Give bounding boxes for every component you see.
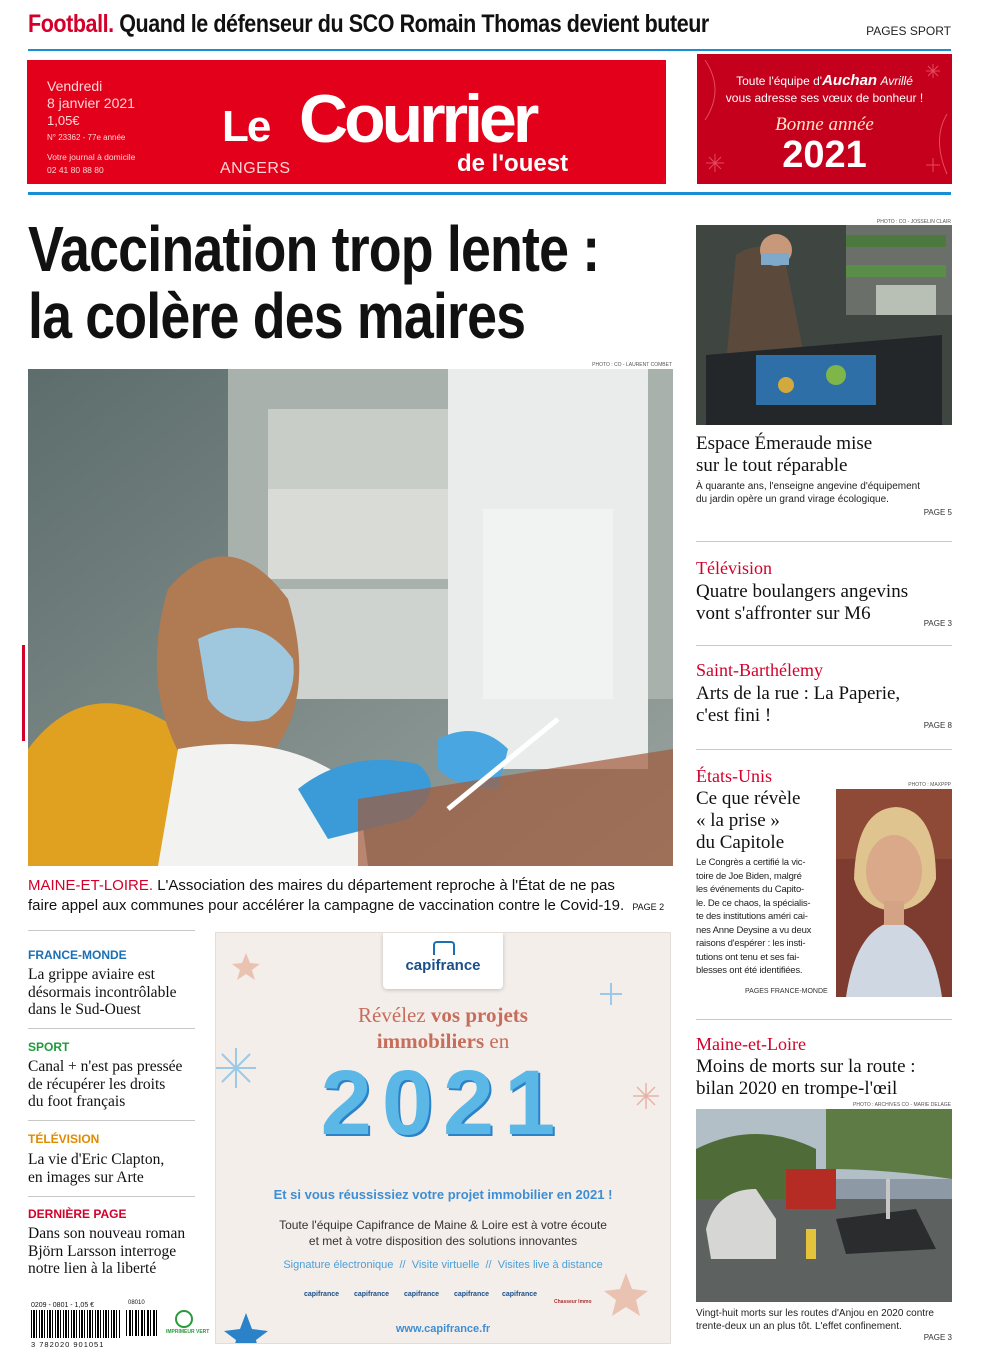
barthelemy-headline[interactable] <box>696 683 900 727</box>
brief-line: dans le Sud-Ouest <box>28 1001 141 1018</box>
route-accident-photo <box>696 1109 952 1302</box>
capifrance-logo-box <box>383 933 503 989</box>
brief-line: du foot français <box>28 1093 126 1110</box>
route-caption-line1: Vingt-huit morts sur les routes d'Anjou en 2020 contre <box>696 1308 934 1319</box>
barcode-code: 0209 - 0801 - 1,05 € <box>31 1302 95 1309</box>
usa-photo-credit: PHOTO : MAXPPP <box>908 782 951 788</box>
agency-logo-chasseur: Chasseur Immo <box>554 1299 592 1305</box>
auchan-ad[interactable] <box>697 54 952 184</box>
masthead-issue: N° 23362 - 77e année <box>47 133 126 142</box>
capifrance-cta: Et si vous réussissiez votre projet immobilier en 2021 ! <box>273 1187 613 1202</box>
logo-ouest: de l'ouest <box>457 150 569 177</box>
capifrance-line2-em: immobiliers <box>376 1029 485 1053</box>
top-rule <box>28 49 951 51</box>
main-lead-page: PAGE 2 <box>632 902 665 912</box>
brief-line: Dans son nouveau roman <box>28 1225 186 1242</box>
usa-body-line: nes Anne Deysine a vu deux <box>696 924 812 936</box>
barcode-digits: 3 782020 901051 <box>31 1340 105 1349</box>
brief-section-television: TÉLÉVISION <box>28 1132 100 1146</box>
usa-body-line: tutions ont tenu et ses fai- <box>696 951 800 963</box>
brief-line: de récupérer les droits <box>28 1075 166 1093</box>
brief-section-france-monde: FRANCE-MONDE <box>28 948 127 962</box>
brief-line: notre lien à la liberté <box>28 1260 157 1277</box>
route-headline-line1: Moins de morts sur la route : <box>696 1056 916 1077</box>
brief-line: en images sur Arte <box>28 1168 144 1186</box>
masthead-price: 1,05€ <box>47 113 80 128</box>
main-lead-line2 <box>28 896 678 917</box>
brief-section-sport: SPORT <box>28 1040 70 1054</box>
capifrance-line1-pre: Révélez <box>358 1003 431 1027</box>
usa-body <box>696 856 834 978</box>
emeraude-headline[interactable] <box>696 433 872 477</box>
agency-logo: capifrance <box>454 1291 490 1298</box>
emeraude-body <box>696 480 920 506</box>
brief-television[interactable] <box>28 1151 164 1186</box>
main-headline-line1: Vaccination trop lente : <box>28 213 600 285</box>
barcode-addon-digits: 08010 <box>128 1300 145 1306</box>
agency-logo: capifrance <box>502 1291 538 1298</box>
brief-line: La grippe aviaire est <box>28 966 155 983</box>
television-headline-line2: vont s'affronter sur M6 <box>696 603 871 624</box>
agency-logo: capifrance <box>404 1291 440 1298</box>
auchan-year: 2021 <box>782 134 867 176</box>
emeraude-photo-illustration <box>696 225 952 425</box>
emeraude-photo-credit: PHOTO : CO - JOSSELIN CLAIR <box>876 219 951 225</box>
capifrance-services: Signature électronique // Visite virtuelle // Visites live à distance <box>283 1259 603 1271</box>
capifrance-body-2: et met à votre disposition des solutions innovantes <box>308 1234 578 1248</box>
masthead-date: 8 janvier 2021 <box>47 95 135 111</box>
route-caption-line2: trente-deux un an plus tôt. L'effet confinement. <box>696 1321 902 1332</box>
usa-body-line: les événements du Capito- <box>696 884 805 895</box>
route-headline[interactable] <box>696 1056 916 1100</box>
capifrance-body-1: Toute l'équipe Capifrance de Maine & Loire est à votre écoute <box>279 1218 607 1232</box>
top-teaser-kicker: Football. <box>28 10 114 38</box>
television-kicker: Télévision <box>696 558 772 578</box>
usa-kicker: États-Unis <box>696 766 772 786</box>
brief-france-monde[interactable] <box>28 966 177 1019</box>
masthead <box>27 60 666 184</box>
capifrance-logo: capifrance <box>405 957 481 974</box>
capifrance-year: 2021 <box>320 1052 566 1154</box>
top-teaser[interactable] <box>28 10 709 39</box>
brief-sep <box>28 1028 195 1029</box>
main-lead[interactable] <box>28 876 678 917</box>
capifrance-house-icon <box>433 941 455 955</box>
auchan-line2: vous adresse ses vœux de bonheur ! <box>725 91 924 105</box>
sidebar-sep <box>696 541 952 542</box>
sidebar-sep <box>696 749 952 750</box>
capifrance-ad[interactable] <box>215 932 671 1344</box>
emeraude-headline-line2: sur le tout réparable <box>696 455 848 476</box>
television-headline-line1: Quatre boulangers angevins <box>696 581 909 602</box>
emeraude-headline-line1: Espace Émeraude mise <box>696 433 873 454</box>
auchan-line1-post: Avrillé <box>880 74 913 88</box>
television-headline[interactable] <box>696 581 908 625</box>
route-photo-credit: PHOTO : ARCHIVES CO - MARIE DELAGE <box>853 1102 951 1108</box>
capifrance-url[interactable]: www.capifrance.fr <box>395 1323 491 1335</box>
top-teaser-section: PAGES SPORT <box>866 24 951 38</box>
emeraude-body-line2: du jardin opère un grand virage écologique. <box>696 494 889 505</box>
usa-body-line: le. De ce chaos, la spécialis- <box>696 897 811 909</box>
edge-marker <box>22 645 25 741</box>
brief-line: désormais incontrôlable <box>28 983 177 1001</box>
sidebar-sep <box>696 645 952 646</box>
usa-headline[interactable] <box>696 788 800 854</box>
agency-logo: capifrance <box>304 1291 340 1298</box>
brief-sep <box>28 1120 195 1121</box>
capifrance-line2-post: en <box>484 1029 510 1053</box>
barthelemy-headline-line2: c'est fini ! <box>696 705 772 726</box>
brief-line: La vie d'Eric Clapton, <box>28 1151 165 1168</box>
brief-section-derniere: DERNIÈRE PAGE <box>28 1207 127 1221</box>
usa-body-line: raisons d'espérer : les insti- <box>696 938 806 949</box>
route-accident-illustration <box>696 1109 952 1302</box>
main-headline-line2: la colère des maires <box>28 280 526 352</box>
auchan-script: Bonne année <box>775 114 874 135</box>
capifrance-line1-em: vos projets <box>430 1003 528 1027</box>
recycle-icon <box>175 1310 193 1328</box>
brief-derniere-page[interactable] <box>28 1225 185 1278</box>
main-lead-text2: faire appel aux communes pour accélérer la campagne de vaccination contre le Covid-19. <box>28 897 625 914</box>
masthead-rule <box>28 192 951 195</box>
emeraude-page: PAGE 5 <box>923 508 952 517</box>
capifrance-agency-logos <box>304 1283 604 1309</box>
agency-logo: capifrance <box>354 1291 390 1298</box>
brief-line: Canal + n'est pas pressée <box>28 1058 183 1075</box>
barcode-addon <box>126 1310 158 1336</box>
usa-portrait-illustration <box>836 789 952 997</box>
emeraude-photo <box>696 225 952 425</box>
usa-headline-line2: « la prise » <box>696 810 780 831</box>
main-headline[interactable] <box>28 213 600 352</box>
usa-headline-line3: du Capitole <box>696 832 785 853</box>
route-kicker: Maine-et-Loire <box>696 1034 806 1054</box>
route-page: PAGE 3 <box>923 1333 952 1342</box>
main-lead-text1: L'Association des maires du département reproche à l'État de ne pas <box>157 877 615 894</box>
barthelemy-kicker: Saint-Barthélemy <box>696 660 823 680</box>
main-lead-line1 <box>28 876 678 896</box>
briefs-top-sep <box>28 930 195 931</box>
usa-portrait-photo <box>836 789 952 997</box>
barthelemy-headline-line1: Arts de la rue : La Paperie, <box>696 683 901 704</box>
route-headline-line2: bilan 2020 en trompe-l'œil <box>696 1078 898 1099</box>
television-page: PAGE 3 <box>923 619 952 628</box>
recycle-label: IMPRIMEUR VERT <box>166 1329 210 1335</box>
brief-sport[interactable] <box>28 1058 182 1111</box>
usa-body-line: Le Congrès a certifié la vic- <box>696 857 806 868</box>
vaccination-photo <box>28 369 673 866</box>
usa-headline-line1: Ce que révèle <box>696 788 801 809</box>
barcode <box>31 1310 121 1338</box>
top-teaser-headline: Quand le défenseur du SCO Romain Thomas devient buteur <box>119 10 709 38</box>
masthead-edition: ANGERS <box>220 160 291 177</box>
brief-sep <box>28 1196 195 1197</box>
main-photo-credit: PHOTO : CO - LAURENT COMBET <box>592 362 672 368</box>
usa-body-line: toire de Joe Biden, malgré <box>696 870 802 882</box>
vaccination-photo-illustration <box>28 369 673 866</box>
emeraude-body-line1: À quarante ans, l'enseigne angevine d'équipement <box>696 481 920 492</box>
masthead-day: Vendredi <box>47 78 103 94</box>
route-caption <box>696 1307 934 1333</box>
logo-courrier: Courrier <box>299 81 536 157</box>
brief-line: Björn Larsson interroge <box>28 1242 177 1260</box>
auchan-line1-pre: Toute l'équipe d' <box>736 74 823 88</box>
capifrance-headline-1 <box>216 1003 670 1028</box>
main-lead-kicker: MAINE-ET-LOIRE. <box>28 877 154 894</box>
auchan-brand: Auchan <box>822 72 878 89</box>
auchan-line1 <box>697 72 952 89</box>
masthead-phone: 02 41 80 88 80 <box>47 165 104 175</box>
usa-body-line: blesses ont été identifiées. <box>696 965 803 976</box>
usa-page: PAGES FRANCE-MONDE <box>745 988 828 995</box>
logo-le: Le <box>222 102 270 151</box>
masthead-home-label: Votre journal à domicile <box>47 152 136 162</box>
usa-body-line: te des institutions améri cai- <box>696 911 808 922</box>
barthelemy-page: PAGE 8 <box>923 721 952 730</box>
sidebar-sep <box>696 1019 952 1020</box>
